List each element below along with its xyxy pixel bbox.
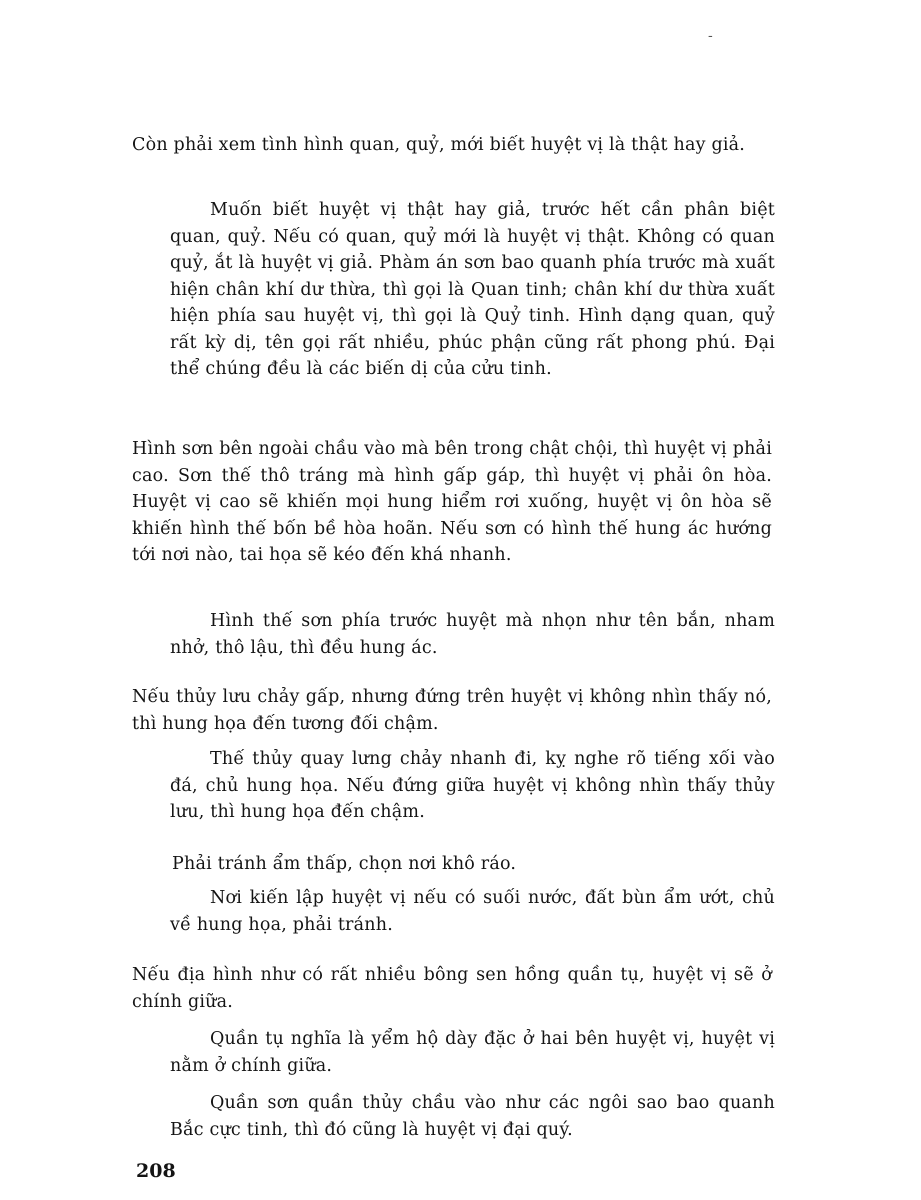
paragraph-2-indented: Muốn biết huyệt vị thật hay giả, trước hết cần phân biệt quan, quỷ. Nếu có quan, quỷ mới là huyệt vị thật. Không có quan quỷ, ắt là huyệt vị giả. Phàm án sơn bao quanh phía trước mà xuất hiện chân khí dư thừa, thì gọi là Quan tinh; chân khí dư thừa xuất hiện phía sau huyệt vị, thì gọi là Quỷ tinh. Hình dạng quan, quỷ rất kỳ dị, tên gọi rất nhiều, phúc phận cũng rất phong phú. Đại thể chúng đều là các biến dị của cửu tinh. bbox=[170, 200, 775, 379]
paragraph-11-indented: Quần sơn quần thủy chầu vào như các ngôi sao bao quanh Bắc cực tinh, thì đó cũng là huyệt vị đại quý. bbox=[170, 1093, 775, 1140]
paragraph-4-indented: Hình thế sơn phía trước huyệt mà nhọn như tên bắn, nham nhở, thô lậu, thì đều hung ác. bbox=[170, 611, 775, 658]
paragraph-5: Nếu thủy lưu chảy gấp, nhưng đứng trên huyệt vị không nhìn thấy nó, thì hung họa đến tương đối chậm. bbox=[132, 687, 772, 734]
paragraph-10-indented: Quần tụ nghĩa là yểm hộ dày đặc ở hai bên huyệt vị, huyệt vị nằm ở chính giữa. bbox=[170, 1029, 775, 1076]
corner-mark: - bbox=[708, 28, 713, 44]
paragraph-3: Hình sơn bên ngoài chầu vào mà bên trong chật chội, thì huyệt vị phải cao. Sơn thế thô tráng mà hình gấp gáp, thì huyệt vị phải ôn hòa. Huyệt vị cao sẽ khiến mọi hung hiểm rơi xuống, huyệt vị ôn hòa sẽ khiến hình thế bốn bề hòa hoãn. Nếu sơn có hình thế hung ác hướng tới nơi nào, tai họa sẽ kéo đến khá nhanh. bbox=[132, 439, 772, 565]
paragraph-8-indented: Nơi kiến lập huyệt vị nếu có suối nước, đất bùn ẩm ướt, chủ về hung họa, phải tránh. bbox=[170, 888, 775, 935]
paragraph-7: Phải tránh ẩm thấp, chọn nơi khô ráo. bbox=[172, 854, 517, 874]
paragraph-9: Nếu địa hình như có rất nhiều bông sen hồng quần tụ, huyệt vị sẽ ở chính giữa. bbox=[132, 965, 772, 1012]
paragraph-6-indented: Thế thủy quay lưng chảy nhanh đi, kỵ nghe rõ tiếng xối vào đá, chủ hung họa. Nếu đứng giữa huyệt vị không nhìn thấy thủy lưu, thì hung họa đến chậm. bbox=[170, 749, 775, 822]
paragraph-1: Còn phải xem tình hình quan, quỷ, mới biết huyệt vị là thật hay giả. bbox=[132, 135, 746, 155]
page-number: 208 bbox=[136, 1160, 176, 1182]
